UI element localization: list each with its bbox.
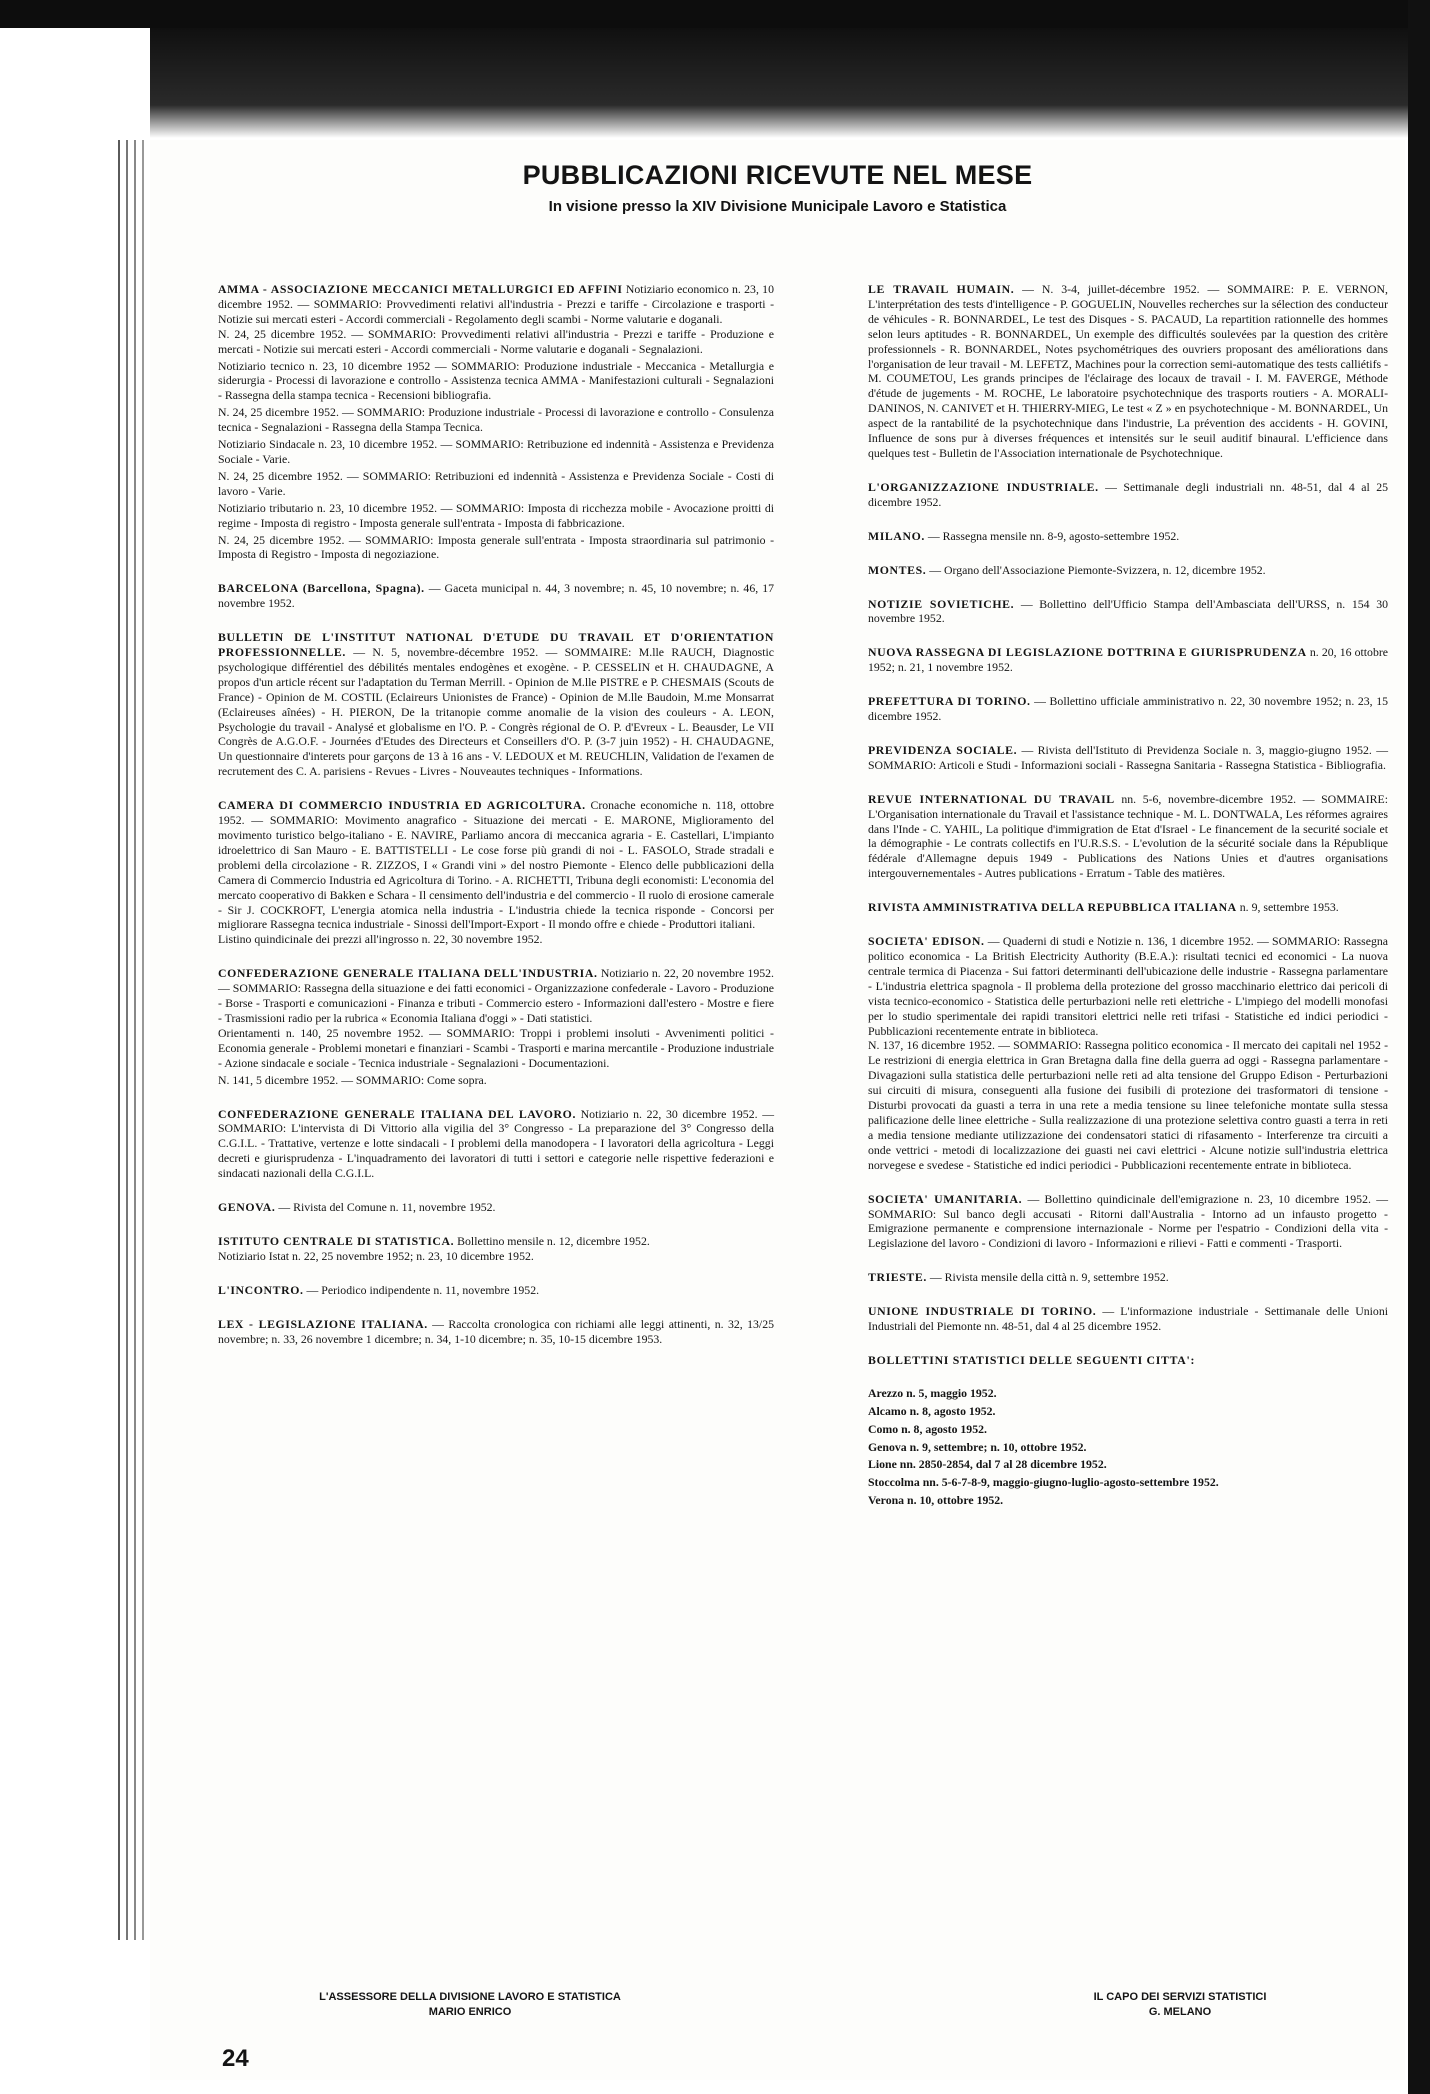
publication-detail: Notiziario tecnico n. 23, 10 dicembre 1952 — SOMMARIO: Produzione industriale - Meccanica - Metallurgia e siderurgia - Processi di lavorazione e controllo - Assistenza tecnica AMMA - Manifestazioni culturali - Segnalazioni - Rassegna della stampa tecnica - Recensioni bibliografia. [218, 358, 774, 403]
publication-detail: Orientamenti n. 140, 25 novembre 1952. — SOMMARIO: Troppi i problemi insoluti - Avvenimenti politici - Economia generale - Problemi monetari e finanziari - Scambi - Trasporti e marina mercantile - Produzione industriale - Azione sindacale e sociale - Tecnica industriale - Segnalazioni - Documentazioni. [218, 1025, 774, 1070]
publication-title: PREVIDENZA SOCIALE. [868, 742, 1018, 757]
publication-detail: — Gaceta municipal n. 44, 3 novembre; n. 45, 10 novembre; n. 46, 17 novembre 1952. [218, 581, 774, 611]
publication-detail: Notiziario Istat n. 22, 25 novembre 1952; n. 23, 10 dicembre 1952. [218, 1248, 534, 1263]
publication-entry [218, 966, 774, 1087]
right-entries [868, 282, 1388, 1334]
publication-entry [218, 1317, 774, 1347]
publication-entry [868, 563, 1388, 578]
publication-title: CAMERA DI COMMERCIO INDUSTRIA ED AGRICOLTURA. [218, 798, 586, 813]
publication-detail: Listino quindicinale dei prezzi all'ingrosso n. 22, 30 novembre 1952. [218, 932, 543, 947]
publication-title: GENOVA. [218, 1200, 276, 1215]
city-bulletin-item: Alcamo n. 8, agosto 1952. [868, 1403, 996, 1418]
publication-title: TRIESTE. [868, 1270, 927, 1285]
publication-detail: — Settimanale degli industriali nn. 48-51, dal 4 al 25 dicembre 1952. [868, 479, 1389, 509]
city-bulletin-item: Genova n. 9, settembre; n. 10, ottobre 1952. [868, 1439, 1087, 1454]
signature-left-name: MARIO ENRICO [428, 2006, 512, 2018]
document-page [150, 140, 1405, 2080]
publication-detail: — Quaderni di studi e Notizie n. 136, 1 dicembre 1952. — SOMMARIO: Rassegna politico economica - La British Electricity Authority (B.E.A.): risultati tecnici ed economici - La nuova centrale termica di Piacenza - Sui fattori determinanti dell'ubicazione delle industrie - Rassegna parlamentare - L'industria elettrica spagnola - Il problema della protezione del grosso macchinario elettrico dai pericoli di vista tecnico-economico - Statistica delle perturbazioni nelle reti elettriche - L'impiego del modelli monofasi per lo studio sperimentale dei rapidi transitori elettrici nelle reti trifasi - Statistiche ed indici periodici - Pubblicazioni recentemente entrate in biblioteca. [868, 934, 1388, 1038]
publication-title: AMMA - ASSOCIAZIONE MECCANICI METALLURGICI ED AFFINI [218, 282, 623, 296]
publication-detail: N. 137, 16 dicembre 1952. — SOMMARIO: Rassegna politico economica - Il mercato dei capitali nel 1952 - Le restrizioni di energia elettrica in Gran Bretagna dalla fine della guerra ad oggi - Rassegna parlamentare - Divagazioni sulla statistica delle perturbazioni nelle reti ad alta tensione del Gruppo Edison - Perturbazioni sui circuiti di misura, conseguenti alla fusione dei fusibili di protezione dei trasformatori di tensione - Disturbi provocati da guasti a terra in una rete a media tensione su linee telefoniche montate sulla stessa palificazione delle linee elettriche - Sulla realizzazione di una protezione selettiva contro guasti a terra in reti a media tensione mediante utilizzazione dei condensatori statici di rifasamento - Interferenze tra circuiti a onde vettrici - metodi di localizzazione dei guasti nei cavi elettrici - Alcune notizie sull'industria elettrica norvegese e svedese - Statistiche ed indici periodici - Pubblicazioni recentemente entrate in biblioteca. [868, 1038, 1388, 1172]
publication-detail: — Rivista dell'Istituto di Previdenza Sociale n. 3, maggio-giugno 1952. — SOMMARIO: Articoli e Studi - Informazioni sociali - Rassegna Sanitaria - Rassegna Statistica - Bibliografia. [868, 742, 1388, 772]
publication-title: PREFETTURA DI TORINO. [868, 694, 1031, 709]
publication-title: UNIONE INDUSTRIALE DI TORINO. [868, 1304, 1097, 1319]
publication-detail: N. 24, 25 dicembre 1952. — SOMMARIO: Produzione industriale - Processi di lavorazione e controllo - Consulenza tecnica - Segnalazioni - Rassegna della Stampa Tecnica. [218, 405, 774, 435]
publication-title: BULLETIN DE L'INSTITUT NATIONAL D'ETUDE DU TRAVAIL ET D'ORIENTATION PROFESSIONNELLE. [218, 630, 774, 660]
publication-detail: — Rivista mensile della città n. 9, settembre 1952. [929, 1270, 1169, 1285]
left-column [218, 282, 774, 1365]
publication-title: NOTIZIE SOVIETICHE. [868, 596, 1015, 611]
page-edge-line [142, 140, 144, 1940]
page-edge-line [134, 140, 136, 1940]
scan-shadow [150, 28, 1430, 138]
signature-right-name: G. MELANO [1148, 2006, 1212, 2018]
publication-entry [218, 1107, 774, 1182]
city-bulletin-item: Lione nn. 2850-2854, dal 7 al 28 dicembre 1952. [868, 1457, 1107, 1472]
publication-title: SOCIETA' UMANITARIA. [868, 1191, 1023, 1206]
publication-detail: — N. 3-4, juillet-décembre 1952. — SOMMAIRE: P. E. VERNON, L'interprétation des tests d'intelligence - P. GOGUELIN, Nouvelles recherches sur la sélection des conducteur de véhicules - R. BONNARDEL, Le test des Disques - S. PACAUD, La repartition rationnelle des hommes selon leurs aptitudes - R. BONNARDEL, Un exemple des difficultés soulevées par la question des critère professionnels - R. BONNARDEL, Notes psychométriques des ouvriers proposant des améliorations dans l'organisation de leur travail - M. LEFETZ, Machines pour la correction semi-automatique des tests calliétifs - M. COUMETOU, Les grands principes de l'éclairage des locaux de travail - I. M. FAVERGE, Méthode d'étude de jugements - M. ROCHE, Le laboratoire psychotechnique des trasports routiers - A. MORALI-DANINOS, N. CANIVET et H. THIERRY-MIEG, Le test « Z » en psychotechnique - M. BONNARDEL, Un aspect de la rantabilité de la psychotechnique dans l'industrie, La prévention des accidents - H. GOVINI, Influence de sons pur à diverses fréquences et intensités sur le seuil auditif binaural. L'efficience dans quelques test - Bulletin de l'Association internationale de Psychotechnique. [868, 282, 1388, 460]
publication-entry [868, 743, 1388, 773]
publication-title: L'ORGANIZZAZIONE INDUSTRIALE. [868, 479, 1099, 494]
publication-entry [218, 282, 774, 562]
publication-entry [218, 1200, 774, 1215]
publication-entry [868, 1192, 1388, 1252]
page-number: 24 [222, 2045, 249, 2072]
publication-title: LEX - LEGISLAZIONE ITALIANA. [218, 1316, 428, 1331]
page-subtitle: In visione presso la XIV Divisione Municipale Lavoro e Statistica [548, 198, 1007, 215]
publication-detail: nn. 5-6, novembre-dicembre 1952. — SOMMAIRE: L'Organisation internationale du Travail et l'assistance technique - M. L. DONTWALA, Les réformes agraires dans l'Inde - C. YAHIL, La politique d'immigration de Etat d'Israel - Le financement de la securité sociale et la démographie - Le contrats collectifs en l'U.R.S.S. - L'evolution de la sécurité sociale dans la République fédérale d'Allemagne depuis 1949 - Publications des Nations Unies et d'autres organisations intergouvernementales - Autres publications - Erratum - Table des matières. [868, 791, 1388, 881]
publication-detail: — Organo dell'Associazione Piemonte-Svizzera, n. 12, dicembre 1952. [929, 562, 1266, 577]
city-bulletin-item: Stoccolma nn. 5-6-7-8-9, maggio-giugno-luglio-agosto-settembre 1952. [868, 1475, 1219, 1490]
publication-detail: Notiziario economico n. 23, 10 dicembre 1952. — SOMMARIO: Provvedimenti relativi all'industria - Prezzi e tariffe - Circolazione e trasporti - Notizie sui mercati esteri - Accordi commerciali - Regolamento degli scambi - Norme valutarie e doganali. [218, 282, 774, 326]
publication-detail: Notiziario n. 22, 30 dicembre 1952. — SOMMARIO: L'intervista di Di Vittorio alla vigilia del 3° Congresso - La preparazione del 3° Congresso della C.G.I.L. - Trattative, vertenze e lotte sindacali - I problemi della manodopera - I lavoratori della agricoltura - Leggi decreti e giurisprudenza - L'inquadramento dei lavoratori di tutti i settori e categorie nelle rispettive federazioni e sindacati nazionali della C.G.I.L. [218, 1106, 775, 1181]
publication-title: NUOVA RASSEGNA DI LEGISLAZIONE DOTTRINA E GIURISPRUDENZA [868, 645, 1307, 660]
publication-entry [868, 792, 1388, 881]
city-bulletin-item: Verona n. 10, ottobre 1952. [868, 1493, 1004, 1508]
publication-detail: Cronache economiche n. 118, ottobre 1952. — SOMMARIO: Movimento anagrafico - Situazione dei mercati - E. MARONE, Miglioramento del movimento turistico belgo-italiano - E. NAVIRE, Parliamo ancora di meccanica agraria - E. Castellari, L'impianto idroelettrico di San Mauro - E. BATTISTELLI - Le cose forse più grandi di noi - L. FASOLO, Strade stradali e problemi della circolazione - R. ZIZZOS, I « Grandi vini » del nostro Piemonte - Elenco delle pubblicazioni della Camera di Commercio Industria ed Agricoltura di Torino. - A. RICHETTI, Tribuna degli economisti: L'economia del mercato cooperativo di Bakken e Schara - Il censimento dell'industria e del commercio - Il ruolo di erosione camerale - Sir J. COCKROFT, L'energia atomica nella industria - L'industria chiede la tecnica risponde - Concorsi per migliorare Rassegna tecnica industriale - Sinossi dell'Import-Export - Il mondo offre e chiede - Produttori italiani. [218, 798, 774, 932]
publication-detail: — Periodico indipendente n. 11, novembre 1952. [306, 1282, 540, 1297]
scan-frame-top [0, 0, 1430, 28]
publication-entry [868, 900, 1388, 915]
city-bulletins-heading: BOLLETTINI STATISTICI DELLE SEGUENTI CITTA': [868, 1352, 1196, 1367]
publication-detail: N. 24, 25 dicembre 1952. — SOMMARIO: Imposta generale sull'entrata - Imposta straordinaria sul patrimonio - Imposta di Registro - Imposta di negoziazione. [218, 532, 774, 562]
page-edge-line [118, 140, 120, 1940]
publication-detail: — N. 5, novembre-décembre 1952. — SOMMAIRE: M.lle RAUCH, Diagnostic psychologique différentiel des débilités mentales endogènes et exogène. - P. CESSELIN et H. CHAUDAGNE, A propos d'un article récent sur l'adaptation du Terman Merrill. - Opinion de M.lle PISTRE e P. CHESMAIS (Scouts de France) - Opinion de M. COSTIL (Eclaireurs Unionistes de France) - Opinion de M.lle Baudoin, M.me Monsarrat (Eclaireuses aînées) - H. PIERON, De la tritanopie comme anomalie de la vision des couleurs - A. LEON, Psychologie du travail - Analysé et globalisme en l'O. P. - Congrès régional de O. P. d'Evreux - L. Beausder, Le VII Congrès de A.G.O.F. - Journées d'Etudes des Directeurs et Conseillers d'O. P. (3-7 juin 1952) - H. CHAUDAGNE, Un questionnaire d'interets pour garçons de 13 à 16 ans - V. LEDOUX et M. REUCHLIN, Validation de l'examen de recrutement des C. A. parisiens - Revues - Livres - Nouveautes techniques - Informations. [218, 645, 774, 779]
publication-title: CONFEDERAZIONE GENERALE ITALIANA DELL'INDUSTRIA. [218, 966, 598, 981]
signature-left [260, 1990, 680, 2020]
publication-detail: — Bollettino dell'Ufficio Stampa dell'Ambasciata dell'URSS, n. 154 30 novembre 1952. [868, 596, 1388, 626]
publication-title: RIVISTA AMMINISTRATIVA DELLA REPUBBLICA ITALIANA [868, 900, 1237, 915]
publication-entry [218, 798, 774, 947]
signature-right-role: IL CAPO DEI SERVIZI STATISTICI [1093, 1991, 1267, 2003]
city-bulletin-item: Arezzo n. 5, maggio 1952. [868, 1385, 997, 1400]
publication-detail: — Raccolta cronologica con richiami alle leggi attinenti, n. 32, 13/25 novembre; n. 33, 26 novembre 1 dicembre; n. 34, 1-10 dicembre; n. 35, 10-15 dicembre 1953. [218, 1316, 774, 1346]
publication-entry [868, 934, 1388, 1173]
publication-title: MILANO. [868, 528, 925, 543]
publication-title: BARCELONA (Barcellona, Spagna). [218, 581, 425, 596]
publication-title: MONTES. [868, 562, 927, 577]
publication-title: CONFEDERAZIONE GENERALE ITALIANA DEL LAVORO. [218, 1106, 576, 1121]
publication-detail: Notiziario Sindacale n. 23, 10 dicembre 1952. — SOMMARIO: Retribuzione ed indennità - Assistenza e Previdenza Sociale - Varie. [218, 437, 774, 466]
city-bulletins-list [868, 1386, 1388, 1508]
publication-detail: — Rivista del Comune n. 11, novembre 1952. [278, 1200, 496, 1215]
publication-entry [218, 1283, 774, 1298]
publication-title: SOCIETA' EDISON. [868, 934, 985, 949]
publication-detail: — L'informazione industriale - Settimanale delle Unioni Industriali del Piemonte nn. 48-51, dal 4 al 25 dicembre 1952. [868, 1304, 1389, 1334]
publication-title: LE TRAVAIL HUMAIN. [868, 282, 1015, 296]
publication-title: REVUE INTERNATIONAL DU TRAVAIL [868, 791, 1115, 806]
publication-detail: n. 20, 16 ottobre 1952; n. 21, 1 novembre 1952. [868, 645, 1389, 675]
publication-entry [868, 282, 1388, 461]
scan-frame-right [1408, 0, 1430, 2094]
publication-title: L'INCONTRO. [218, 1282, 304, 1297]
publication-title: ISTITUTO CENTRALE DI STATISTICA. [218, 1233, 455, 1248]
publication-entry [868, 529, 1388, 544]
publication-detail: — Rassegna mensile nn. 8-9, agosto-settembre 1952. [927, 528, 1180, 543]
publication-detail: n. 9, settembre 1953. [1239, 900, 1339, 915]
publication-entry [868, 1270, 1388, 1285]
publication-entry [218, 1234, 774, 1264]
publication-entry [218, 581, 774, 611]
city-bulletin-item: Como n. 8, agosto 1952. [868, 1421, 987, 1436]
page-title: PUBBLICAZIONI RICEVUTE NEL MESE [522, 160, 1033, 190]
publication-detail: N. 24, 25 dicembre 1952. — SOMMARIO: Provvedimenti relativi all'industria - Prezzi e tariffe - Produzione e mercati - Notizie sui mercati esteri - Accordi commerciali - Norme valutarie e doganali - Segnalazioni. [218, 326, 774, 356]
publication-detail: Notiziario n. 22, 20 novembre 1952. — SOMMARIO: Rassegna della situazione e dei fatti economici - Organizzazione confederale - Lavoro - Produzione - Borse - Trasporti e comunicazioni - Finanza e tributi - Commercio estero - Informazioni dall'estero - Mostre e fiere - Trasmissioni radio per la rubrica « Economia Italiana d'oggi » - Dati statistici. [218, 966, 775, 1025]
publication-detail: — Bollettino quindicinale dell'emigrazione n. 23, 10 dicembre 1952. — SOMMARIO: Sul banco degli accusati - Ritorni dall'Australia - Intorno ad un infausto progetto - Emigrazione permanente e comprensione internazionale - Norme per l'espatrio - Condizioni della vita - Legislazione del lavoro - Condizioni di lavoro - Informazioni e rilievi - Fatti e commenti - Trasporti. [868, 1191, 1388, 1251]
publication-entry [868, 1304, 1388, 1334]
publication-detail: Bollettino mensile n. 12, dicembre 1952. [457, 1233, 650, 1248]
right-column [868, 282, 1388, 1511]
publication-entry [868, 645, 1388, 675]
publication-detail: Notiziario tributario n. 23, 10 dicembre 1952. — SOMMARIO: Imposta di ricchezza mobile - Avocazione proitti di regime - Imposta di registro - Imposta generale sull'entrata - Imposta di fabbricazione. [218, 500, 774, 530]
publication-entry [868, 597, 1388, 627]
publication-entry [868, 480, 1388, 510]
publication-entry [868, 694, 1388, 724]
publication-entry [218, 630, 774, 779]
page-edge-line [126, 140, 128, 1940]
publication-detail: — Bollettino ufficiale amministrativo n. 22, 30 novembre 1952; n. 23, 15 dicembre 1952. [868, 694, 1388, 724]
signature-left-role: L'ASSESSORE DELLA DIVISIONE LAVORO E STATISTICA [319, 1991, 621, 2003]
signature-right [1030, 1990, 1330, 2020]
publication-detail: N. 24, 25 dicembre 1952. — SOMMARIO: Retribuzioni ed indennità - Assistenza e Previdenza Sociale - Costi di lavoro - Varie. [218, 468, 774, 498]
publication-detail: N. 141, 5 dicembre 1952. — SOMMARIO: Come sopra. [218, 1072, 487, 1087]
